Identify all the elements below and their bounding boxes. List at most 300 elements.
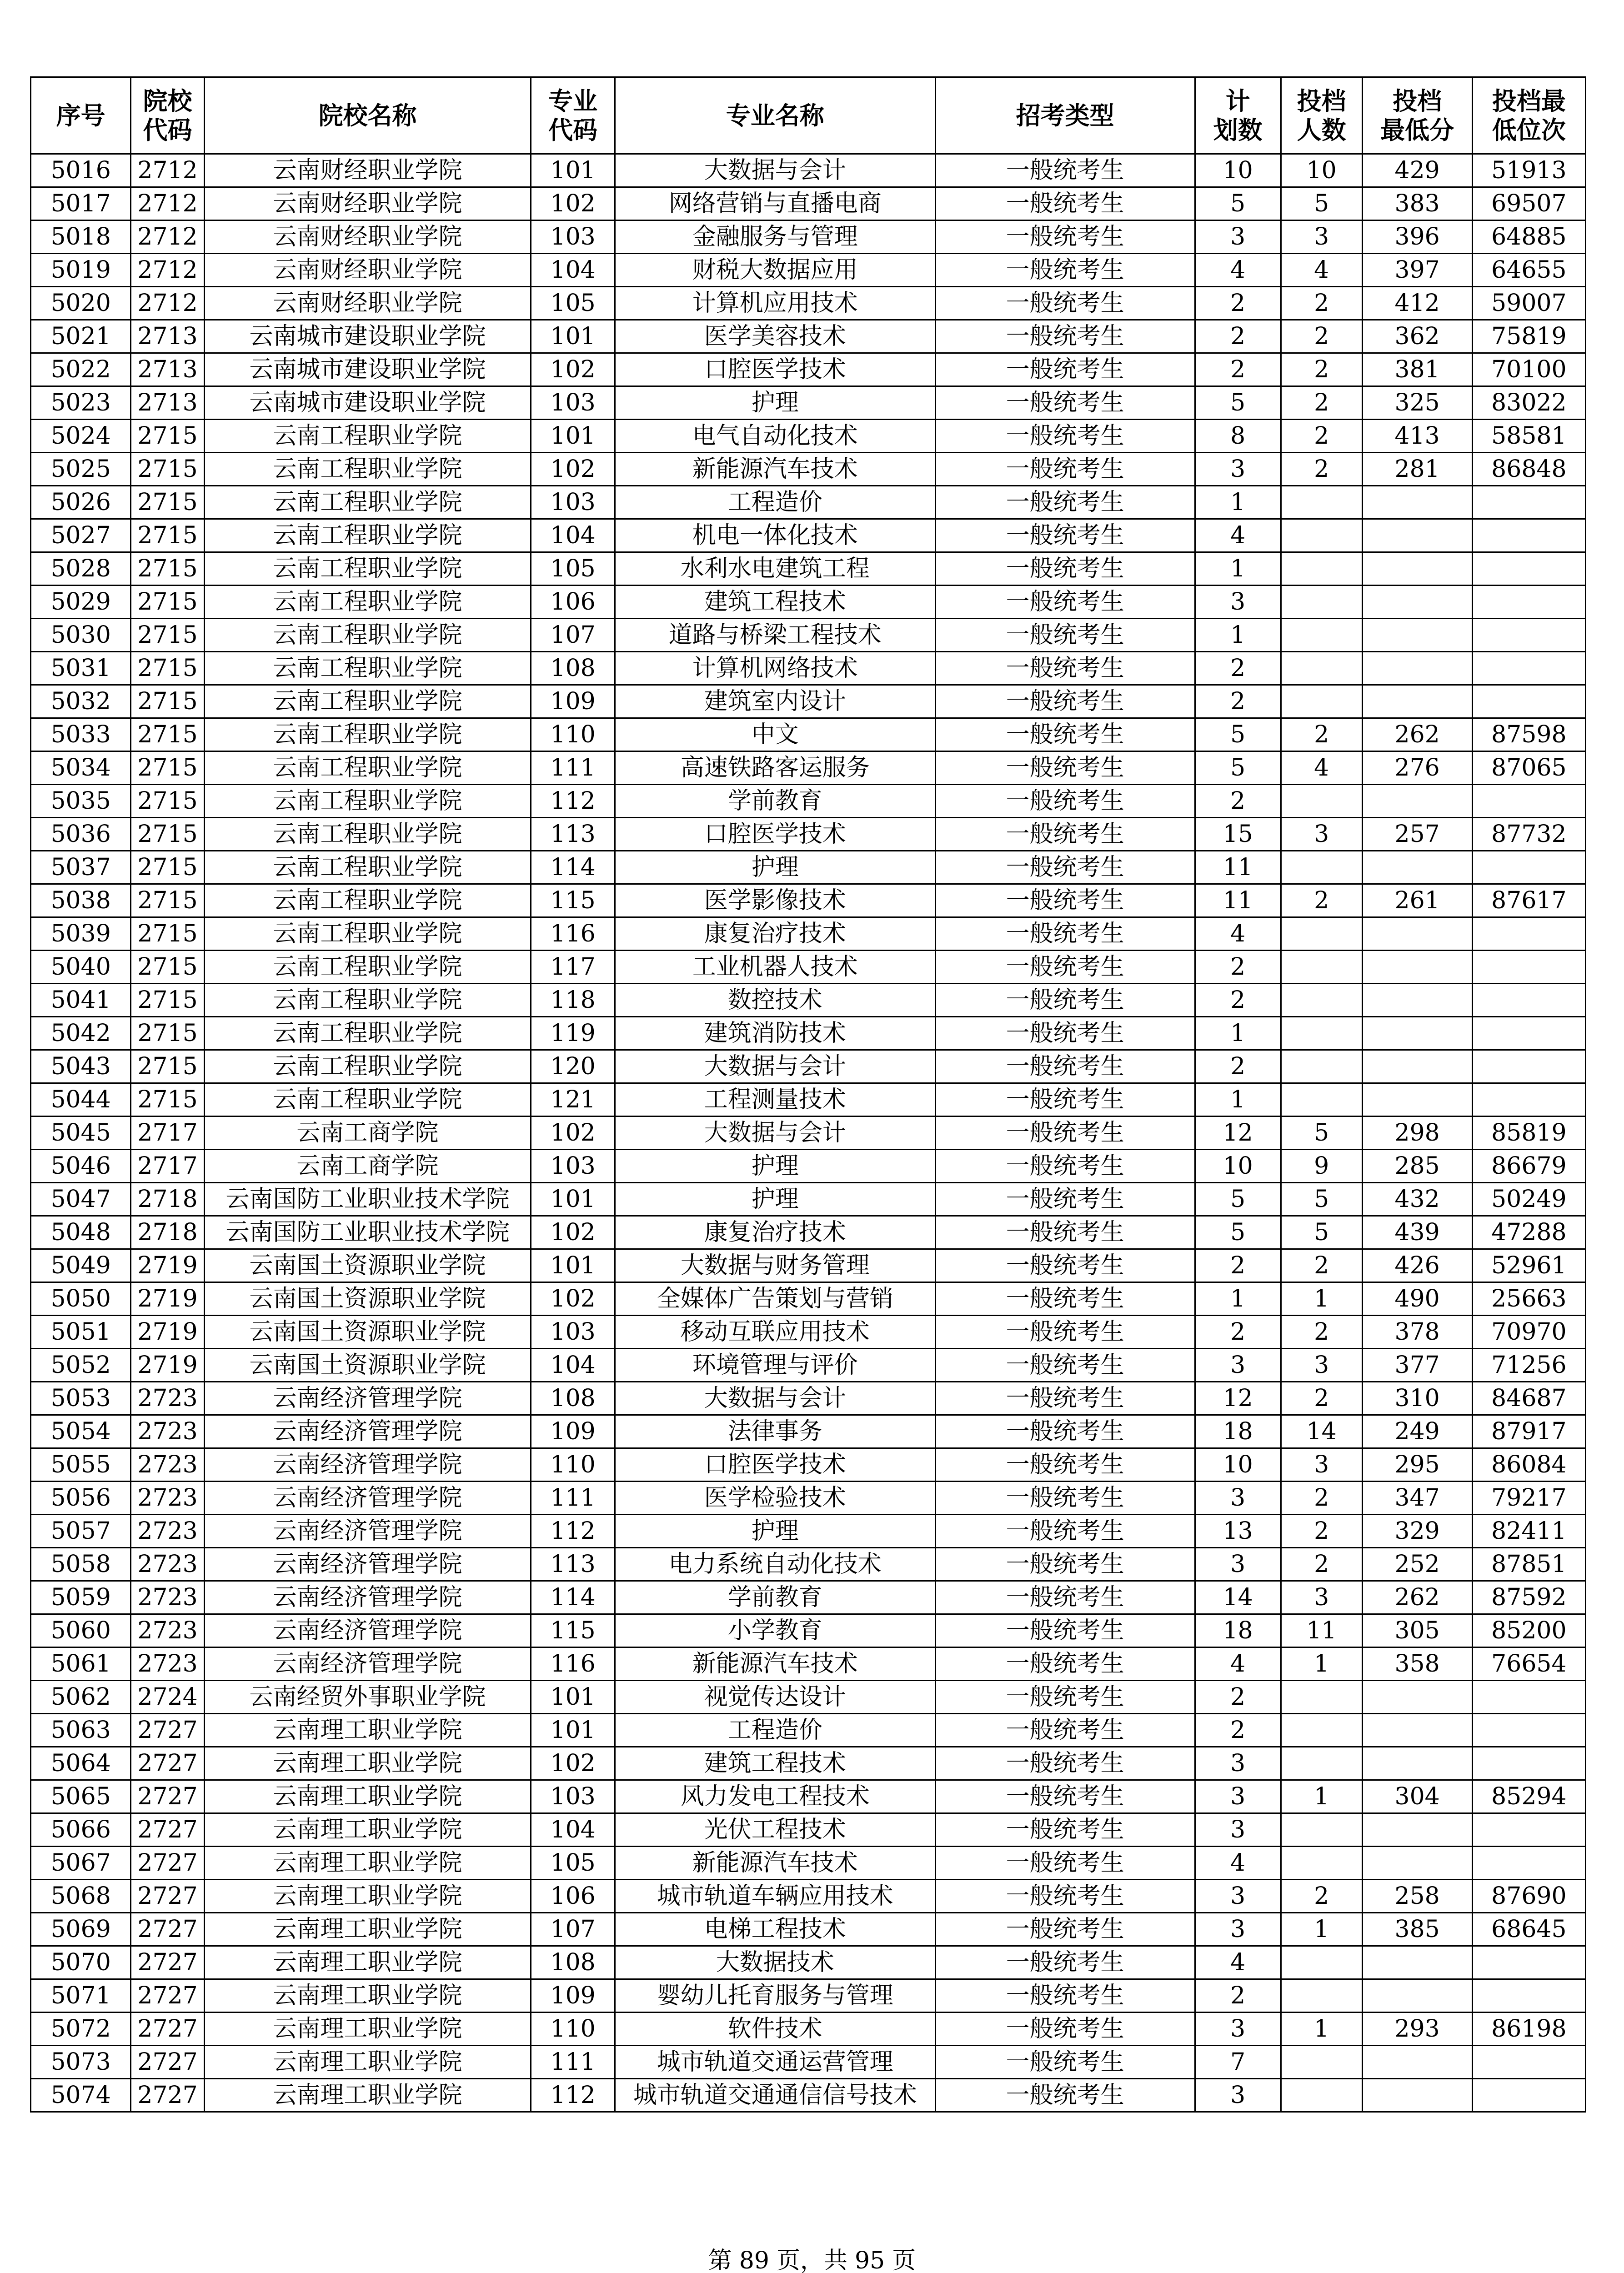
major-name-cell: 大数据与会计 [615, 1050, 935, 1083]
exam-type-cell: 一般统考生 [935, 1349, 1195, 1382]
table-row [31, 1183, 1586, 1216]
min-score-cell [1362, 619, 1472, 652]
min-score-cell: 261 [1362, 884, 1472, 917]
major-code-cell: 101 [531, 1249, 615, 1282]
major-code-cell: 101 [531, 1714, 615, 1747]
major-code-cell: 108 [531, 1382, 615, 1415]
exam-type-cell: 一般统考生 [935, 619, 1195, 652]
school-code-cell: 2727 [131, 1913, 204, 1946]
major-name-cell: 口腔医学技术 [615, 818, 935, 851]
school-code-cell: 2715 [131, 519, 204, 552]
min-rank-cell [1472, 1946, 1585, 1979]
school-name-cell: 云南工程职业学院 [204, 785, 531, 818]
plan-count-cell: 5 [1195, 718, 1281, 751]
admitted-count-cell: 2 [1281, 884, 1362, 917]
major-name-cell: 视觉传达设计 [615, 1681, 935, 1714]
major-name-cell: 学前教育 [615, 785, 935, 818]
major-name-cell: 工程造价 [615, 486, 935, 519]
school-code-cell: 2715 [131, 718, 204, 751]
school-name-cell: 云南工程职业学院 [204, 519, 531, 552]
school-name-cell: 云南经济管理学院 [204, 1647, 531, 1681]
exam-type-cell: 一般统考生 [935, 1216, 1195, 1249]
school-code-cell: 2723 [131, 1581, 204, 1614]
major-code-cell: 101 [531, 1681, 615, 1714]
major-code-cell: 114 [531, 1581, 615, 1614]
min-score-cell [1362, 1050, 1472, 1083]
seq-cell: 5016 [31, 154, 131, 187]
seq-cell: 5044 [31, 1083, 131, 1116]
school-name-cell: 云南工程职业学院 [204, 420, 531, 453]
school-name-cell: 云南工程职业学院 [204, 951, 531, 984]
min-rank-cell [1472, 1847, 1585, 1880]
school-name-cell: 云南城市建设职业学院 [204, 386, 531, 420]
school-name-cell: 云南财经职业学院 [204, 154, 531, 187]
min-score-cell [1362, 1083, 1472, 1116]
major-name-cell: 光伏工程技术 [615, 1813, 935, 1847]
exam-type-cell: 一般统考生 [935, 1847, 1195, 1880]
school-code-cell: 2715 [131, 917, 204, 951]
table-row [31, 1946, 1586, 1979]
table-row [31, 1813, 1586, 1847]
min-rank-cell [1472, 552, 1585, 586]
plan-count-cell: 3 [1195, 453, 1281, 486]
major-name-cell: 口腔医学技术 [615, 1448, 935, 1482]
exam-type-cell: 一般统考生 [935, 1647, 1195, 1681]
exam-type-cell: 一般统考生 [935, 2046, 1195, 2079]
major-name-cell: 护理 [615, 851, 935, 884]
page-footer [0, 2241, 1624, 2273]
min-rank-cell: 71256 [1472, 1349, 1585, 1382]
min-score-cell: 281 [1362, 453, 1472, 486]
admitted-count-cell: 2 [1281, 1515, 1362, 1548]
admitted-count-cell: 1 [1281, 1913, 1362, 1946]
admitted-count-cell: 2 [1281, 420, 1362, 453]
table-row [31, 1050, 1586, 1083]
exam-type-cell: 一般统考生 [935, 785, 1195, 818]
min-score-cell: 257 [1362, 818, 1472, 851]
seq-cell: 5036 [31, 818, 131, 851]
seq-cell: 5039 [31, 917, 131, 951]
min-rank-cell: 87065 [1472, 751, 1585, 785]
plan-count-cell: 5 [1195, 386, 1281, 420]
admitted-count-cell: 2 [1281, 287, 1362, 320]
school-code-cell: 2712 [131, 154, 204, 187]
min-rank-cell: 70970 [1472, 1316, 1585, 1349]
min-score-cell: 293 [1362, 2013, 1472, 2046]
exam-type-cell: 一般统考生 [935, 552, 1195, 586]
plan-count-cell: 3 [1195, 1880, 1281, 1913]
col-major-name-header: 专业名称 [615, 77, 935, 154]
school-name-cell: 云南工程职业学院 [204, 818, 531, 851]
exam-type-cell: 一般统考生 [935, 818, 1195, 851]
seq-cell: 5056 [31, 1482, 131, 1515]
major-name-cell: 电梯工程技术 [615, 1913, 935, 1946]
table-row [31, 718, 1586, 751]
major-name-cell: 医学影像技术 [615, 884, 935, 917]
major-code-cell: 121 [531, 1083, 615, 1116]
plan-count-cell: 5 [1195, 1216, 1281, 1249]
admitted-count-cell: 2 [1281, 1548, 1362, 1581]
min-score-cell: 258 [1362, 1880, 1472, 1913]
school-code-cell: 2727 [131, 2013, 204, 2046]
admitted-count-cell [1281, 1083, 1362, 1116]
major-name-cell: 建筑消防技术 [615, 1017, 935, 1050]
major-code-cell: 103 [531, 220, 615, 254]
col-min-score-header: 投档 最低分 [1362, 77, 1472, 154]
table-row [31, 1647, 1586, 1681]
header-row [31, 77, 1586, 154]
major-name-cell: 中文 [615, 718, 935, 751]
exam-type-cell: 一般统考生 [935, 1116, 1195, 1150]
major-name-cell: 城市轨道交通运营管理 [615, 2046, 935, 2079]
seq-cell: 5041 [31, 984, 131, 1017]
table-row [31, 1415, 1586, 1448]
min-rank-cell: 52961 [1472, 1249, 1585, 1282]
school-name-cell: 云南工程职业学院 [204, 1083, 531, 1116]
school-code-cell: 2715 [131, 1083, 204, 1116]
min-score-cell [1362, 1847, 1472, 1880]
seq-cell: 5048 [31, 1216, 131, 1249]
min-score-cell: 432 [1362, 1183, 1472, 1216]
major-name-cell: 法律事务 [615, 1415, 935, 1448]
min-score-cell: 276 [1362, 751, 1472, 785]
footer-mid: 页，共 [776, 2247, 847, 2273]
exam-type-cell: 一般统考生 [935, 718, 1195, 751]
plan-count-cell: 1 [1195, 1282, 1281, 1316]
min-rank-cell [1472, 652, 1585, 685]
seq-cell: 5055 [31, 1448, 131, 1482]
plan-count-cell: 4 [1195, 917, 1281, 951]
major-name-cell: 计算机应用技术 [615, 287, 935, 320]
seq-cell: 5072 [31, 2013, 131, 2046]
school-code-cell: 2717 [131, 1150, 204, 1183]
min-score-cell [1362, 1017, 1472, 1050]
min-score-cell: 305 [1362, 1614, 1472, 1647]
major-code-cell: 119 [531, 1017, 615, 1050]
school-name-cell: 云南工程职业学院 [204, 619, 531, 652]
major-code-cell: 109 [531, 1979, 615, 2013]
min-rank-cell: 50249 [1472, 1183, 1585, 1216]
major-name-cell: 财税大数据应用 [615, 254, 935, 287]
table-row [31, 486, 1586, 519]
min-score-cell [1362, 1747, 1472, 1780]
school-name-cell: 云南经济管理学院 [204, 1448, 531, 1482]
seq-cell: 5045 [31, 1116, 131, 1150]
plan-count-cell: 2 [1195, 984, 1281, 1017]
major-name-cell: 电力系统自动化技术 [615, 1548, 935, 1581]
min-score-cell: 304 [1362, 1780, 1472, 1813]
min-score-cell [1362, 2079, 1472, 2112]
major-code-cell: 105 [531, 287, 615, 320]
major-code-cell: 106 [531, 586, 615, 619]
school-name-cell: 云南国防工业职业技术学院 [204, 1216, 531, 1249]
school-code-cell: 2715 [131, 486, 204, 519]
admitted-count-cell [1281, 1747, 1362, 1780]
admitted-count-cell: 2 [1281, 353, 1362, 386]
table-row [31, 685, 1586, 718]
admitted-count-cell [1281, 917, 1362, 951]
school-name-cell: 云南工程职业学院 [204, 685, 531, 718]
major-name-cell: 软件技术 [615, 2013, 935, 2046]
plan-count-cell: 3 [1195, 1349, 1281, 1382]
exam-type-cell: 一般统考生 [935, 287, 1195, 320]
exam-type-cell: 一般统考生 [935, 951, 1195, 984]
exam-type-cell: 一般统考生 [935, 1714, 1195, 1747]
major-name-cell: 机电一体化技术 [615, 519, 935, 552]
plan-count-cell: 10 [1195, 154, 1281, 187]
plan-count-cell: 3 [1195, 1548, 1281, 1581]
min-score-cell: 426 [1362, 1249, 1472, 1282]
school-name-cell: 云南经济管理学院 [204, 1382, 531, 1415]
exam-type-cell: 一般统考生 [935, 1913, 1195, 1946]
min-score-cell: 413 [1362, 420, 1472, 453]
seq-cell: 5047 [31, 1183, 131, 1216]
admitted-count-cell: 14 [1281, 1415, 1362, 1448]
major-name-cell: 高速铁路客运服务 [615, 751, 935, 785]
exam-type-cell: 一般统考生 [935, 1946, 1195, 1979]
admitted-count-cell: 2 [1281, 453, 1362, 486]
school-name-cell: 云南经贸外事职业学院 [204, 1681, 531, 1714]
admitted-count-cell: 2 [1281, 1482, 1362, 1515]
exam-type-cell: 一般统考生 [935, 1747, 1195, 1780]
exam-type-cell: 一般统考生 [935, 1050, 1195, 1083]
min-score-cell: 412 [1362, 287, 1472, 320]
table-row [31, 1880, 1586, 1913]
seq-cell: 5074 [31, 2079, 131, 2112]
admitted-count-cell [1281, 486, 1362, 519]
min-rank-cell [1472, 984, 1585, 1017]
school-name-cell: 云南财经职业学院 [204, 220, 531, 254]
school-code-cell: 2712 [131, 187, 204, 220]
table-row [31, 187, 1586, 220]
exam-type-cell: 一般统考生 [935, 420, 1195, 453]
plan-count-cell: 18 [1195, 1415, 1281, 1448]
min-rank-cell: 58581 [1472, 420, 1585, 453]
major-code-cell: 110 [531, 1448, 615, 1482]
min-rank-cell: 25663 [1472, 1282, 1585, 1316]
min-score-cell [1362, 851, 1472, 884]
school-code-cell: 2727 [131, 1714, 204, 1747]
plan-count-cell: 4 [1195, 1847, 1281, 1880]
exam-type-cell: 一般统考生 [935, 586, 1195, 619]
table-row [31, 154, 1586, 187]
school-name-cell: 云南经济管理学院 [204, 1482, 531, 1515]
school-name-cell: 云南国土资源职业学院 [204, 1249, 531, 1282]
min-score-cell: 378 [1362, 1316, 1472, 1349]
school-code-cell: 2727 [131, 1847, 204, 1880]
seq-cell: 5052 [31, 1349, 131, 1382]
table-row [31, 1847, 1586, 1880]
admitted-count-cell: 2 [1281, 1316, 1362, 1349]
table-row [31, 1382, 1586, 1415]
table-row [31, 1116, 1586, 1150]
seq-cell: 5051 [31, 1316, 131, 1349]
school-code-cell: 2723 [131, 1415, 204, 1448]
plan-count-cell: 1 [1195, 1083, 1281, 1116]
min-rank-cell [1472, 586, 1585, 619]
seq-cell: 5024 [31, 420, 131, 453]
seq-cell: 5017 [31, 187, 131, 220]
school-name-cell: 云南工程职业学院 [204, 1017, 531, 1050]
admitted-count-cell [1281, 685, 1362, 718]
min-score-cell: 347 [1362, 1482, 1472, 1515]
table-row [31, 785, 1586, 818]
major-code-cell: 114 [531, 851, 615, 884]
seq-cell: 5023 [31, 386, 131, 420]
min-score-cell: 377 [1362, 1349, 1472, 1382]
min-rank-cell [1472, 619, 1585, 652]
major-code-cell: 102 [531, 1282, 615, 1316]
min-score-cell [1362, 917, 1472, 951]
footer-prefix: 第 [708, 2247, 732, 2273]
seq-cell: 5029 [31, 586, 131, 619]
school-name-cell: 云南理工职业学院 [204, 1813, 531, 1847]
school-code-cell: 2719 [131, 1316, 204, 1349]
admitted-count-cell [1281, 1714, 1362, 1747]
seq-cell: 5037 [31, 851, 131, 884]
min-rank-cell [1472, 1979, 1585, 2013]
plan-count-cell: 15 [1195, 818, 1281, 851]
seq-cell: 5068 [31, 1880, 131, 1913]
plan-count-cell: 10 [1195, 1448, 1281, 1482]
plan-count-cell: 2 [1195, 1249, 1281, 1282]
seq-cell: 5019 [31, 254, 131, 287]
exam-type-cell: 一般统考生 [935, 1482, 1195, 1515]
table-row [31, 453, 1586, 486]
school-code-cell: 2715 [131, 552, 204, 586]
school-name-cell: 云南工程职业学院 [204, 486, 531, 519]
table-row [31, 1448, 1586, 1482]
school-name-cell: 云南工商学院 [204, 1116, 531, 1150]
school-code-cell: 2718 [131, 1183, 204, 1216]
min-score-cell: 385 [1362, 1913, 1472, 1946]
school-name-cell: 云南经济管理学院 [204, 1548, 531, 1581]
admitted-count-cell [1281, 1681, 1362, 1714]
major-code-cell: 120 [531, 1050, 615, 1083]
major-code-cell: 112 [531, 1515, 615, 1548]
min-rank-cell: 86198 [1472, 2013, 1585, 2046]
school-code-cell: 2723 [131, 1548, 204, 1581]
admitted-count-cell: 5 [1281, 1183, 1362, 1216]
major-code-cell: 101 [531, 420, 615, 453]
school-name-cell: 云南理工职业学院 [204, 2046, 531, 2079]
school-code-cell: 2715 [131, 685, 204, 718]
min-rank-cell: 68645 [1472, 1913, 1585, 1946]
school-name-cell: 云南国土资源职业学院 [204, 1282, 531, 1316]
major-name-cell: 城市轨道车辆应用技术 [615, 1880, 935, 1913]
table-row [31, 917, 1586, 951]
min-rank-cell: 83022 [1472, 386, 1585, 420]
major-name-cell: 水利水电建筑工程 [615, 552, 935, 586]
admitted-count-cell: 4 [1281, 254, 1362, 287]
min-score-cell: 262 [1362, 718, 1472, 751]
min-score-cell [1362, 785, 1472, 818]
school-code-cell: 2715 [131, 1050, 204, 1083]
plan-count-cell: 3 [1195, 1913, 1281, 1946]
school-name-cell: 云南财经职业学院 [204, 254, 531, 287]
col-min-rank-header: 投档最 低位次 [1472, 77, 1585, 154]
school-code-cell: 2723 [131, 1647, 204, 1681]
major-code-cell: 118 [531, 984, 615, 1017]
min-rank-cell: 87617 [1472, 884, 1585, 917]
plan-count-cell: 3 [1195, 220, 1281, 254]
major-name-cell: 护理 [615, 1150, 935, 1183]
school-code-cell: 2723 [131, 1448, 204, 1482]
seq-cell: 5061 [31, 1647, 131, 1681]
plan-count-cell: 1 [1195, 619, 1281, 652]
min-score-cell [1362, 486, 1472, 519]
school-name-cell: 云南理工职业学院 [204, 2079, 531, 2112]
admitted-count-cell: 2 [1281, 1382, 1362, 1415]
exam-type-cell: 一般统考生 [935, 1515, 1195, 1548]
plan-count-cell: 5 [1195, 751, 1281, 785]
admitted-count-cell [1281, 1979, 1362, 2013]
school-name-cell: 云南工程职业学院 [204, 652, 531, 685]
seq-cell: 5038 [31, 884, 131, 917]
seq-cell: 5027 [31, 519, 131, 552]
admitted-count-cell [1281, 2079, 1362, 2112]
admitted-count-cell: 2 [1281, 718, 1362, 751]
major-code-cell: 102 [531, 1747, 615, 1780]
school-code-cell: 2723 [131, 1515, 204, 1548]
major-name-cell: 移动互联应用技术 [615, 1316, 935, 1349]
col-seq-header: 序号 [31, 77, 131, 154]
min-score-cell [1362, 984, 1472, 1017]
col-plan-count-header: 计 划数 [1195, 77, 1281, 154]
school-name-cell: 云南工商学院 [204, 1150, 531, 1183]
plan-count-cell: 12 [1195, 1382, 1281, 1415]
min-rank-cell [1472, 1714, 1585, 1747]
admitted-count-cell [1281, 1017, 1362, 1050]
table-row [31, 2046, 1586, 2079]
school-code-cell: 2727 [131, 1780, 204, 1813]
admitted-count-cell [1281, 1813, 1362, 1847]
exam-type-cell: 一般统考生 [935, 917, 1195, 951]
exam-type-cell: 一般统考生 [935, 254, 1195, 287]
min-rank-cell [1472, 1681, 1585, 1714]
plan-count-cell: 2 [1195, 1316, 1281, 1349]
admitted-count-cell: 5 [1281, 1216, 1362, 1249]
school-code-cell: 2713 [131, 353, 204, 386]
admitted-count-cell: 4 [1281, 751, 1362, 785]
school-code-cell: 2715 [131, 951, 204, 984]
min-rank-cell: 51913 [1472, 154, 1585, 187]
major-code-cell: 102 [531, 353, 615, 386]
school-name-cell: 云南工程职业学院 [204, 552, 531, 586]
admitted-count-cell [1281, 552, 1362, 586]
table-row [31, 254, 1586, 287]
admitted-count-cell: 3 [1281, 1349, 1362, 1382]
min-rank-cell: 59007 [1472, 287, 1585, 320]
exam-type-cell: 一般统考生 [935, 486, 1195, 519]
exam-type-cell: 一般统考生 [935, 353, 1195, 386]
school-code-cell: 2715 [131, 884, 204, 917]
seq-cell: 5022 [31, 353, 131, 386]
plan-count-cell: 4 [1195, 1946, 1281, 1979]
plan-count-cell: 3 [1195, 1813, 1281, 1847]
exam-type-cell: 一般统考生 [935, 1316, 1195, 1349]
min-rank-cell: 87917 [1472, 1415, 1585, 1448]
plan-count-cell: 10 [1195, 1150, 1281, 1183]
seq-cell: 5063 [31, 1714, 131, 1747]
admitted-count-cell: 3 [1281, 818, 1362, 851]
school-code-cell: 2727 [131, 2079, 204, 2112]
school-code-cell: 2719 [131, 1282, 204, 1316]
school-name-cell: 云南理工职业学院 [204, 1747, 531, 1780]
min-rank-cell: 84687 [1472, 1382, 1585, 1415]
school-code-cell: 2712 [131, 287, 204, 320]
seq-cell: 5049 [31, 1249, 131, 1282]
